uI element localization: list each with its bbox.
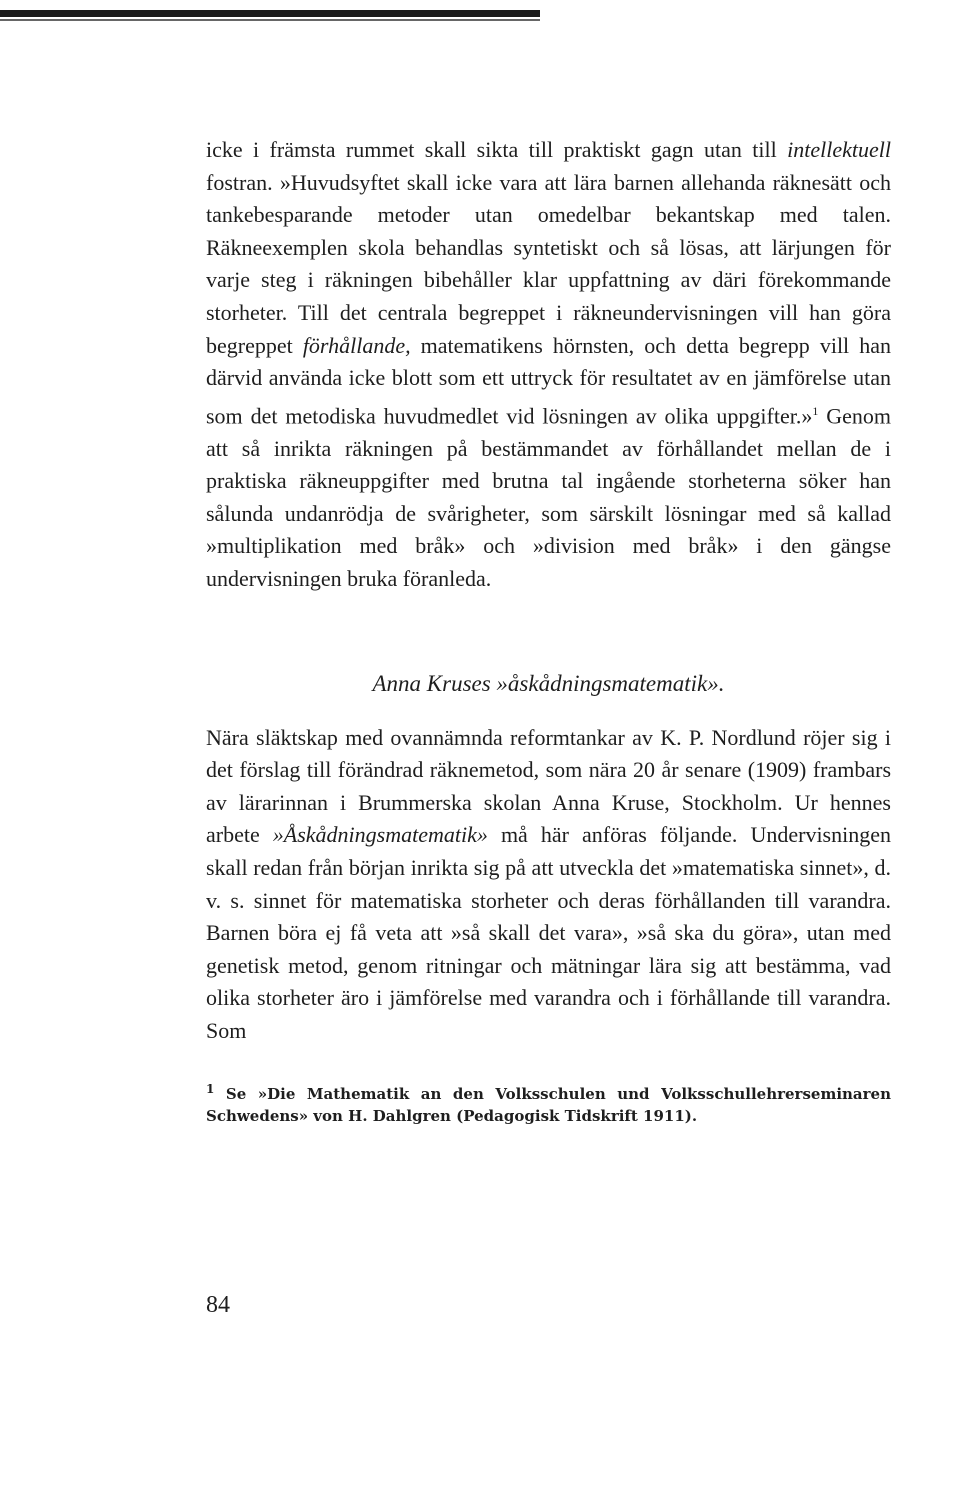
footnote xyxy=(206,1078,891,1127)
paragraph2-run-0: Nära släktskap med ovannämnda reformtankar av K. P. Nordlund röjer sig i det förslag till förändrad räknemetod, som nära 20 år senare (1909) frambars av lärarinnan i Brummerska skolan Anna Kruse, Stockholm. Ur hennes arbete xyxy=(206,724,891,848)
paragraph1-run-0: icke i främsta rummet skall sikta till praktiskt gagn utan till xyxy=(206,137,788,162)
page-body xyxy=(206,134,891,1127)
paragraph2-run-1: »Åskådningsmatematik» xyxy=(272,822,488,848)
paragraph1-run-4: matematikens hörnsten, och detta begrepp vill han därvid använda icke blott som ett uttryck för resultatet av en jämförelse utan som det metodiska huvudmedlet vid lösningen av olika uppgifter.» xyxy=(206,332,892,429)
paragraph1-run-3: förhållande, xyxy=(302,332,411,358)
scan-edge-rule xyxy=(0,10,540,17)
section-heading: Anna Kruses »åskådningsmatematik». xyxy=(372,670,725,696)
page-number: 84 xyxy=(206,1292,230,1318)
paragraph-2 xyxy=(206,722,891,1048)
paragraph1-run-2: fostran. »Huvudsyftet skall icke vara att lära barnen allehanda räknesätt och tankebesparande metoder utan omedelbar bekantskap med talen. Räkneexemplen skola behandlas syntetiskt och så lösas, att lärjungen för varje steg i räkningen bibehåller klar uppfattning av däri förekommande storheter. Till det centrala begreppet i räkneundervisningen vill han göra begreppet xyxy=(206,169,891,358)
paragraph-1 xyxy=(206,134,891,596)
paragraph1-run-5: 1 xyxy=(812,403,819,418)
paragraph2-run-2: må här anföras följande. Undervisningen skall redan från början inrikta sig på att utveckla det »matematiska sinnet», d. v. s. sinnet för matematiska storheter och deras förhållanden till varandra. Barnen böra ej få veta att »så skall det vara», »så ska du göra», utan med genetisk metod, genom ritningar och mätningar lära sig att bestämma, vad olika storheter äro i jämförelse med varandra och i förhållande till varandra. Som xyxy=(206,822,891,1043)
paragraph1-run-6: Genom att så inrikta räkningen på bestämmandet av förhållandet mellan de i praktiska räkneuppgifter med brutna tal ingående storheterna söker han sålunda undanrödja de svårigheter, som särskilt lösningar med så kallad »multiplikation med bråk» och »division med bråk» i den gängse undervisningen bruka föranleda. xyxy=(206,403,892,592)
footnote-run-1: Se »Die Mathematik an den Volksschulen und Volksschullehrerseminaren Schwedens» von H. Dahlgren (Pedagogisk Tidskrift 1911). xyxy=(206,1084,891,1125)
footnote-run-0: 1 xyxy=(206,1081,215,1096)
paragraph1-run-1: intellektuell xyxy=(787,137,891,162)
scan-edge-rule-thin xyxy=(0,19,540,21)
